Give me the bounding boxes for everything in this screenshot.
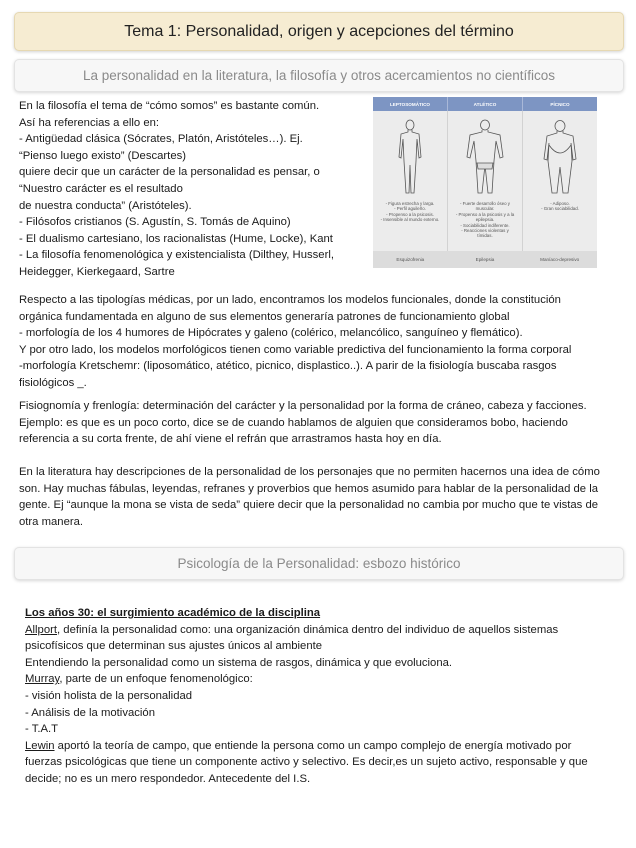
text-line: “Pienso luego existo” (Descartes): [19, 149, 187, 162]
body-types-figure: [373, 97, 597, 268]
figure-column-title: PÍCNICO: [550, 101, 570, 107]
murray-line: Murray, parte de un enfoque fenomenológico:: [25, 673, 253, 686]
figure-traits: - Adiposo. - Gran sociabilidad.: [541, 201, 579, 212]
page-title: Tema 1: Personalidad, origen y acepciones del término: [14, 12, 624, 51]
figure-column-title: LEPTOSOMÁTICO: [373, 97, 448, 111]
figure-column-athletic: [448, 111, 523, 251]
text-line: Ejemplo: es que es un poco corto, dice se de cuando hablamos de alguien que consideramos bobo, haciendo: [19, 416, 568, 429]
text-line: fisiológicos _.: [19, 376, 87, 389]
section-heading-history: Psicología de la Personalidad: esbozo histórico: [14, 547, 624, 580]
figure-footer-label: Maníaco-depresivo: [540, 257, 580, 262]
figure-traits: - Fuerte desarrollo óseo y muscular. - Propenso a la psicosis y a la epilepsia. - Sociabilidad indiferente. - Reacciones violentas y tímidas.: [455, 201, 515, 239]
allport-line: Allport, definía la personalidad como: una organización dinámica dentro del individuo de aquellos sistemas: [25, 623, 559, 636]
figure-column-leptosomatic: [373, 111, 448, 251]
lewin-line: Lewin aportó la teoría de campo, que entiende la persona como un campo complejo de energía motivado por: [25, 739, 572, 752]
text-line: “Nuestro carácter es el resultado: [19, 182, 183, 195]
history-paragraph: [25, 605, 588, 788]
text-line: - El dualismo cartesiano, los racionalistas (Hume, Locke), Kant: [19, 232, 333, 245]
author-allport: Allport: [25, 623, 58, 636]
text-line: referencia a su corta frente, de ahí viene el refrán que arrastramos hasta hoy en día.: [19, 433, 442, 446]
text-line: - La filosofía fenomenológica y existencialista (Dilthey, Husserl,: [19, 249, 334, 262]
text-line: En la filosofía el tema de “cómo somos” es bastante común.: [19, 100, 320, 112]
picnic-body-illustration: [535, 117, 585, 197]
section-heading-literature: La personalidad en la literatura, la filosofía y otros acercamientos no científicos: [14, 59, 624, 92]
medical-typologies-paragraph: [19, 292, 571, 392]
figure-footer-label: Esquizofrenia: [396, 257, 425, 262]
text-line: quiere decir que un carácter de la personalidad es pensar, o: [19, 166, 320, 179]
text-line: de nuestra conducta” (Aristóteles).: [19, 199, 192, 212]
text-line: Respecto a las tipologías médicas, por un lado, encontramos los modelos funcionales, donde la constitución: [19, 294, 561, 306]
text-line: son. Hay muchas fábulas, leyendas, refranes y proverbios que hemos asumido para hablar de la personalidad de la: [19, 482, 598, 495]
text-line: Entendiendo la personalidad como un sistema de rasgos, dinámica y que evoluciona.: [25, 656, 453, 669]
text-line: Heidegger, Kierkegaard, Sartre: [19, 265, 175, 278]
philosophy-paragraph: [19, 98, 334, 281]
text-line: fuerzas psicológicas que tiene un componente activo y selectivo. Es decir,es un sujeto activo, responsable y que: [25, 756, 588, 769]
text-line: - Antigüedad clásica (Sócrates, Platón, Aristóteles…). Ej.: [19, 133, 303, 146]
athletic-body-illustration: [460, 117, 510, 197]
subheading-1930s: Los años 30: el surgimiento académico de la disciplina: [25, 607, 321, 619]
figure-column-picnic: [523, 111, 597, 251]
text-line: -morfología Kretschemr: (liposomático, atético, picnico, displastico..). A parir de la fisiología buscaba rasgos: [19, 360, 557, 373]
figure-footer: [373, 251, 597, 268]
figure-traits: - Figura estrecha y larga. - Perfil aguileño. - Propenso a la psicosis. - Insensible al mundo externo.: [380, 201, 440, 223]
text-line: Así ha referencias a ello en:: [19, 116, 160, 129]
leptosomatic-body-illustration: [388, 117, 432, 197]
list-item: - visión holista de la personalidad: [25, 689, 193, 702]
text-line: Y por otro lado, los modelos morfológicos tienen como variable predictiva del funcionamiento la forma corporal: [19, 343, 572, 356]
text-line: Fisiognomía y frenlogía: determinación del carácter y la personalidad por la forma de cráneo, cabeza y facciones.: [19, 400, 587, 412]
text-line: decide; no es un mero respondedor. Antecedente del I.S.: [25, 772, 311, 785]
text-line: otra manera.: [19, 515, 84, 528]
text-line: - morfología de los 4 humores de Hipócrates y galeno (colérico, melancólico, sanguíneo y flemático).: [19, 327, 523, 340]
literature-paragraph: [19, 464, 600, 530]
text-line: En la literatura hay descripciones de la personalidad de los personajes que no permiten hacernos una idea de cómo: [19, 466, 600, 478]
figure-column-title: ATLÉTICO: [448, 97, 523, 111]
list-item: - T.A.T: [25, 723, 59, 736]
text-line: - Filósofos cristianos (S. Agustín, S. Tomás de Aquino): [19, 216, 291, 229]
author-murray: Murray: [25, 673, 60, 686]
text-line: orgánica fundamentada en alguno de sus elementos generaría patrones de funcionamiento global: [19, 310, 510, 323]
figure-header: [373, 97, 597, 111]
list-item: - Análisis de la motivación: [25, 706, 155, 719]
author-lewin: Lewin: [25, 739, 55, 752]
text-line: psicofísicos que determinan sus ajustes únicos al ambiente: [25, 640, 323, 653]
physiognomy-paragraph: [19, 398, 587, 448]
text-line: gente. Ej “aunque la mona se vista de seda” quiere decir que la personalidad no cambia por mucho que te vistas de: [19, 499, 599, 512]
figure-footer-label: Epilepsia: [475, 257, 495, 262]
